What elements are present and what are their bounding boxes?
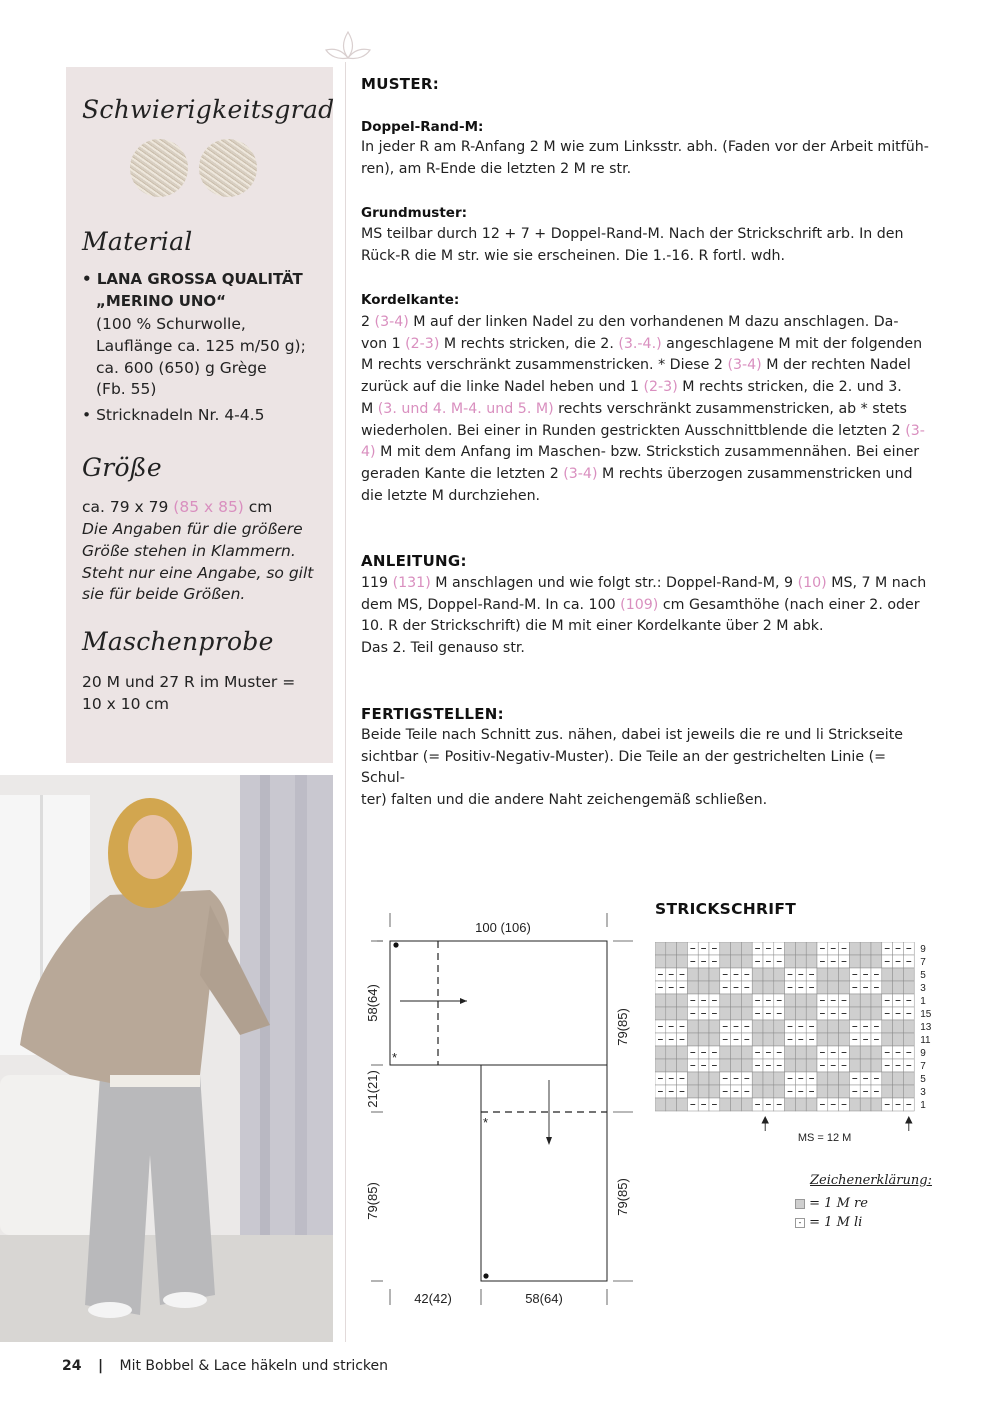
knit-cell bbox=[752, 1020, 763, 1033]
knit-cell bbox=[860, 1098, 871, 1111]
knit-cell bbox=[893, 1020, 904, 1033]
knit-cell bbox=[871, 955, 882, 968]
knit-cell bbox=[849, 1098, 860, 1111]
knit-cell bbox=[806, 942, 817, 955]
knit-cell bbox=[774, 981, 785, 994]
knit-cell bbox=[720, 1007, 731, 1020]
row-number-label: 3 bbox=[920, 983, 926, 994]
knit-cell bbox=[828, 981, 839, 994]
knit-cell bbox=[893, 981, 904, 994]
knit-cell bbox=[871, 942, 882, 955]
knit-cell bbox=[655, 955, 666, 968]
knit-cell bbox=[839, 1072, 850, 1085]
knit-cell bbox=[731, 1046, 742, 1059]
knit-cell bbox=[774, 1085, 785, 1098]
knit-cell bbox=[903, 968, 914, 981]
knit-cell bbox=[752, 1085, 763, 1098]
knit-cell bbox=[871, 1046, 882, 1059]
legend-title: Zeichenerklärung: bbox=[810, 1173, 932, 1188]
knit-cell bbox=[849, 942, 860, 955]
anleitung-text: 119 (131) M anschlagen und wie folgt str.: Doppel-Rand-M, 9 (10) MS, 7 M nach dem MS, Doppel-Rand-M. In ca. 100 (109) cm Gesamthöhe (nach einer 2. oder 10. R der Strickschrift) die M mit einer Kordelkante über 2 M abk. Das 2. Teil genauso str. bbox=[361, 575, 927, 657]
knit-cell bbox=[882, 968, 893, 981]
knit-cell bbox=[817, 1072, 828, 1085]
knit-cell bbox=[774, 968, 785, 981]
knit-cell bbox=[795, 1007, 806, 1020]
knit-cell bbox=[893, 1072, 904, 1085]
knit-cell bbox=[828, 1085, 839, 1098]
knit-cell bbox=[741, 955, 752, 968]
knit-cell bbox=[687, 1020, 698, 1033]
row-number-label: 15 bbox=[920, 1009, 932, 1020]
column-divider bbox=[345, 62, 346, 1342]
knit-cell bbox=[763, 981, 774, 994]
knit-cell bbox=[903, 1072, 914, 1085]
knit-cell bbox=[785, 955, 796, 968]
knit-cell bbox=[860, 955, 871, 968]
knit-cell bbox=[785, 1046, 796, 1059]
fertigstellen-text: Beide Teile nach Schnitt zus. nähen, dabei ist jeweils die re und li Strickseite sichtbar (= Positiv-Negativ-Muster). Die Teile an der gestrichelten Linie (= Schul- ter) falten und die andere Naht zeichengemäß schließen. bbox=[361, 727, 904, 809]
material-item-1-detail: (100 % Schurwolle, Lauflänge ca. 125 m/50 g); ca. 600 (650) g Grège (Fb. 55) bbox=[96, 315, 306, 399]
arrow-down-icon bbox=[546, 1137, 552, 1145]
knit-cell bbox=[817, 1020, 828, 1033]
knit-cell bbox=[698, 1072, 709, 1085]
knit-cell bbox=[709, 1085, 720, 1098]
row-number-label: 9 bbox=[920, 1048, 926, 1059]
knit-cell bbox=[871, 1098, 882, 1111]
knit-cell bbox=[666, 942, 677, 955]
knit-cell bbox=[731, 1007, 742, 1020]
row-number-label: 1 bbox=[920, 1100, 926, 1111]
row-number-label: 9 bbox=[920, 944, 926, 955]
legend-re: = 1 M re bbox=[795, 1196, 868, 1211]
knit-cell bbox=[741, 1007, 752, 1020]
knit-cell bbox=[731, 994, 742, 1007]
knit-cell bbox=[795, 1098, 806, 1111]
knit-cell bbox=[709, 1072, 720, 1085]
page-footer: 24 | Mit Bobbel & Lace häkeln und stricken bbox=[62, 1358, 389, 1374]
knit-cell bbox=[731, 942, 742, 955]
knit-cell bbox=[871, 994, 882, 1007]
knit-cell bbox=[698, 981, 709, 994]
knit-cell bbox=[741, 1098, 752, 1111]
knit-cell bbox=[666, 994, 677, 1007]
top-width-label: 100 (106) bbox=[475, 920, 531, 935]
repeat-end-arrow-icon bbox=[906, 1117, 912, 1131]
knit-cell bbox=[785, 942, 796, 955]
knit-cell-icon bbox=[795, 1199, 805, 1209]
knit-cell bbox=[709, 981, 720, 994]
knit-cell bbox=[806, 994, 817, 1007]
gauge-heading: Maschenprobe bbox=[82, 627, 274, 656]
knit-cell bbox=[741, 942, 752, 955]
material-item-1: • LANA GROSSA QUALITÄT bbox=[82, 270, 303, 288]
knit-cell bbox=[860, 994, 871, 1007]
corner-dot-icon bbox=[483, 1273, 488, 1278]
knit-cell bbox=[698, 1085, 709, 1098]
knit-cell bbox=[720, 942, 731, 955]
bottom-right-label: 58(64) bbox=[525, 1291, 563, 1306]
row-number-label: 5 bbox=[920, 970, 926, 981]
knit-cell bbox=[666, 955, 677, 968]
left-upper-label: 58(64) bbox=[365, 984, 380, 1022]
knit-cell bbox=[720, 1059, 731, 1072]
knit-cell bbox=[893, 1085, 904, 1098]
knit-cell bbox=[752, 1072, 763, 1085]
knit-cell bbox=[687, 981, 698, 994]
book-title: Mit Bobbel & Lace häkeln und stricken bbox=[119, 1358, 389, 1374]
knit-cell bbox=[806, 1007, 817, 1020]
size-note: Die Angaben für die größere Größe stehen in Klammern. Steht nur eine Angabe, so gilt sie für beide Größen. bbox=[82, 520, 314, 604]
bullet-icon: • bbox=[82, 270, 97, 288]
knit-cell bbox=[731, 955, 742, 968]
corner-dot-icon bbox=[393, 942, 398, 947]
repeat-start-arrow-icon bbox=[762, 1117, 768, 1131]
knit-cell bbox=[655, 994, 666, 1007]
knit-cell bbox=[720, 994, 731, 1007]
yarn-ball-icon bbox=[130, 139, 188, 197]
knit-cell bbox=[785, 1098, 796, 1111]
knit-cell bbox=[741, 1046, 752, 1059]
info-box bbox=[66, 67, 333, 763]
legend-li: - = 1 M li bbox=[795, 1215, 862, 1230]
knit-cell bbox=[698, 968, 709, 981]
knit-cell bbox=[882, 1020, 893, 1033]
muster-heading: MUSTER: bbox=[361, 75, 440, 93]
knit-cell bbox=[871, 1059, 882, 1072]
knit-cell bbox=[903, 1085, 914, 1098]
knit-cell bbox=[860, 942, 871, 955]
right-upper-label: 79(85) bbox=[615, 1008, 630, 1046]
knit-cell bbox=[763, 1072, 774, 1085]
knit-cell bbox=[677, 994, 688, 1007]
model-photo bbox=[0, 775, 333, 1342]
knit-cell bbox=[893, 1033, 904, 1046]
knit-cell bbox=[849, 994, 860, 1007]
size-heading: Größe bbox=[82, 453, 162, 482]
knit-cell bbox=[677, 1098, 688, 1111]
knit-cell bbox=[687, 1085, 698, 1098]
knit-cell bbox=[752, 1033, 763, 1046]
gauge-text: 20 M und 27 R im Muster = 10 x 10 cm bbox=[82, 673, 296, 713]
knit-cell bbox=[687, 968, 698, 981]
knit-cell bbox=[860, 1046, 871, 1059]
row-number-label: 7 bbox=[920, 1061, 926, 1072]
knit-cell bbox=[709, 1020, 720, 1033]
knit-cell bbox=[806, 955, 817, 968]
knit-cell bbox=[860, 1059, 871, 1072]
leaf-ornament-icon bbox=[322, 28, 374, 68]
repeat-label: MS = 12 M bbox=[797, 1132, 852, 1144]
knit-cell bbox=[785, 1059, 796, 1072]
right-lower-label: 79(85) bbox=[615, 1178, 630, 1216]
knit-cell bbox=[849, 1059, 860, 1072]
knit-cell bbox=[677, 1007, 688, 1020]
knit-cell bbox=[806, 1046, 817, 1059]
knit-cell bbox=[828, 1033, 839, 1046]
doppel-rand-title: Doppel-Rand-M: bbox=[361, 119, 484, 135]
knit-cell bbox=[828, 1072, 839, 1085]
material-item-1-name: „MERINO UNO“ bbox=[96, 292, 227, 310]
knit-cell bbox=[839, 981, 850, 994]
seam-star-2: * bbox=[483, 1115, 489, 1130]
left-lower-label: 79(85) bbox=[365, 1182, 380, 1220]
knit-cell bbox=[817, 968, 828, 981]
knit-cell bbox=[882, 1085, 893, 1098]
kordelkante-text: 2 (3-4) M auf der linken Nadel zu den vorhandenen M dazu anschlagen. Da- von 1 (2-3) M rechts stricken, die 2. (3.-4.) angeschlagene M mit der folgenden M rechts verschränkt zusammenstricken. * Diese 2 (3-4) M der rechten Nadel zurück auf die linke Nadel heben und 1 (2-3) M rechts stricken, die 2. und 3. M (3. und 4. M-4. und 5. M) rechts verschränkt zusammenstricken, ab * stets wiederholen. Bei einer in Runden gestrickten Ausschnittblende die letzten 2 (3- 4) M mit dem Anfang im Maschen- bzw. Strickstich zusammennähen. Bei einer geraden Kante die letzten 2 (3-4) M rechts überzogen zusammenstricken und die letzte M durchziehen. bbox=[361, 314, 925, 504]
knit-cell bbox=[677, 942, 688, 955]
knit-cell bbox=[828, 1020, 839, 1033]
chart-title: STRICKSCHRIFT bbox=[655, 900, 797, 918]
page-number: 24 bbox=[62, 1358, 82, 1374]
row-number-label: 5 bbox=[920, 1074, 926, 1085]
knit-cell bbox=[655, 1007, 666, 1020]
knit-cell bbox=[709, 968, 720, 981]
knit-cell bbox=[785, 994, 796, 1007]
knit-cell bbox=[849, 955, 860, 968]
knit-cell bbox=[903, 1020, 914, 1033]
knit-cell bbox=[795, 994, 806, 1007]
anleitung-heading: ANLEITUNG: bbox=[361, 552, 467, 570]
knit-cell bbox=[666, 1059, 677, 1072]
knit-cell bbox=[763, 1033, 774, 1046]
knit-cell bbox=[752, 981, 763, 994]
knit-cell bbox=[882, 1072, 893, 1085]
row-number-label: 1 bbox=[920, 996, 926, 1007]
knit-cell bbox=[839, 1020, 850, 1033]
bottom-left-label: 42(42) bbox=[414, 1291, 452, 1306]
knit-cell bbox=[903, 981, 914, 994]
knit-cell bbox=[785, 1007, 796, 1020]
knit-cell bbox=[795, 955, 806, 968]
knit-cell bbox=[893, 968, 904, 981]
yarn-ball-icon bbox=[199, 139, 257, 197]
bullet-icon: • bbox=[82, 406, 97, 424]
knit-cell bbox=[871, 1007, 882, 1020]
knit-cell bbox=[677, 1046, 688, 1059]
row-number-label: 3 bbox=[920, 1087, 926, 1098]
doppel-rand-text: In jeder R am R-Anfang 2 M wie zum Linksstr. abh. (Faden vor der Arbeit mitfüh- ren), am R-Ende die letzten 2 M re str. bbox=[361, 139, 929, 177]
knit-cell bbox=[763, 968, 774, 981]
difficulty-heading: Schwierigkeitsgrad bbox=[82, 95, 335, 124]
knit-cell bbox=[849, 1007, 860, 1020]
kordelkante-title: Kordelkante: bbox=[361, 292, 460, 308]
knit-cell bbox=[849, 1046, 860, 1059]
knit-cell bbox=[903, 1033, 914, 1046]
knit-cell bbox=[709, 1033, 720, 1046]
fertigstellen-heading: FERTIGSTELLEN: bbox=[361, 705, 504, 723]
knit-cell bbox=[839, 1085, 850, 1098]
knit-cell bbox=[655, 942, 666, 955]
knit-cell bbox=[860, 1007, 871, 1020]
knitting-chart bbox=[655, 942, 935, 1152]
material-item-2: • Stricknadeln Nr. 4-4.5 bbox=[82, 406, 265, 424]
knit-cell bbox=[774, 1072, 785, 1085]
material-heading: Material bbox=[82, 227, 193, 256]
grundmuster-text: MS teilbar durch 12 + 7 + Doppel-Rand-M. Nach der Strickschrift arb. In den Rück-R die M str. wie sie erscheinen. Die 1.-16. R fortl. wdh. bbox=[361, 226, 904, 264]
knit-cell bbox=[795, 1046, 806, 1059]
knit-cell bbox=[698, 1020, 709, 1033]
knit-cell bbox=[731, 1098, 742, 1111]
knit-cell bbox=[666, 1007, 677, 1020]
knit-cell bbox=[882, 981, 893, 994]
knit-cell bbox=[666, 1046, 677, 1059]
knit-cell bbox=[687, 1033, 698, 1046]
knit-cell bbox=[828, 968, 839, 981]
knit-cell bbox=[763, 1085, 774, 1098]
knit-cell bbox=[806, 1059, 817, 1072]
knit-cell bbox=[720, 1046, 731, 1059]
knit-cell bbox=[795, 1059, 806, 1072]
knit-cell bbox=[720, 955, 731, 968]
row-number-label: 13 bbox=[920, 1022, 932, 1033]
left-middle-label: 21(21) bbox=[365, 1070, 380, 1108]
knit-cell bbox=[752, 968, 763, 981]
knit-cell bbox=[817, 981, 828, 994]
knit-cell bbox=[741, 1059, 752, 1072]
knit-cell bbox=[666, 1098, 677, 1111]
size-value: ca. 79 x 79 (85 x 85) cm bbox=[82, 498, 273, 516]
row-number-label: 11 bbox=[920, 1035, 931, 1046]
knit-cell bbox=[795, 942, 806, 955]
knit-cell bbox=[731, 1059, 742, 1072]
knit-cell bbox=[763, 1020, 774, 1033]
knit-cell bbox=[677, 1059, 688, 1072]
knit-cell bbox=[655, 1098, 666, 1111]
knit-cell bbox=[720, 1098, 731, 1111]
knit-cell bbox=[677, 955, 688, 968]
knit-cell bbox=[817, 1033, 828, 1046]
woman-in-poncho-image bbox=[0, 775, 333, 1342]
knit-cell bbox=[839, 968, 850, 981]
row-number-label: 7 bbox=[920, 957, 926, 968]
knit-cell bbox=[839, 1033, 850, 1046]
knit-cell bbox=[687, 1072, 698, 1085]
knit-cell bbox=[741, 994, 752, 1007]
pattern-schematic bbox=[355, 905, 645, 1315]
purl-cell-icon: - bbox=[795, 1218, 805, 1228]
knit-cell bbox=[655, 1046, 666, 1059]
knit-cell bbox=[774, 1020, 785, 1033]
seam-star: * bbox=[392, 1050, 398, 1065]
knit-cell bbox=[655, 1059, 666, 1072]
knit-cell bbox=[698, 1033, 709, 1046]
knit-cell bbox=[817, 1085, 828, 1098]
knit-cell bbox=[774, 1033, 785, 1046]
grundmuster-title: Grundmuster: bbox=[361, 205, 468, 221]
knit-cell bbox=[806, 1098, 817, 1111]
knit-cell bbox=[882, 1033, 893, 1046]
arrow-right-icon bbox=[460, 998, 467, 1004]
